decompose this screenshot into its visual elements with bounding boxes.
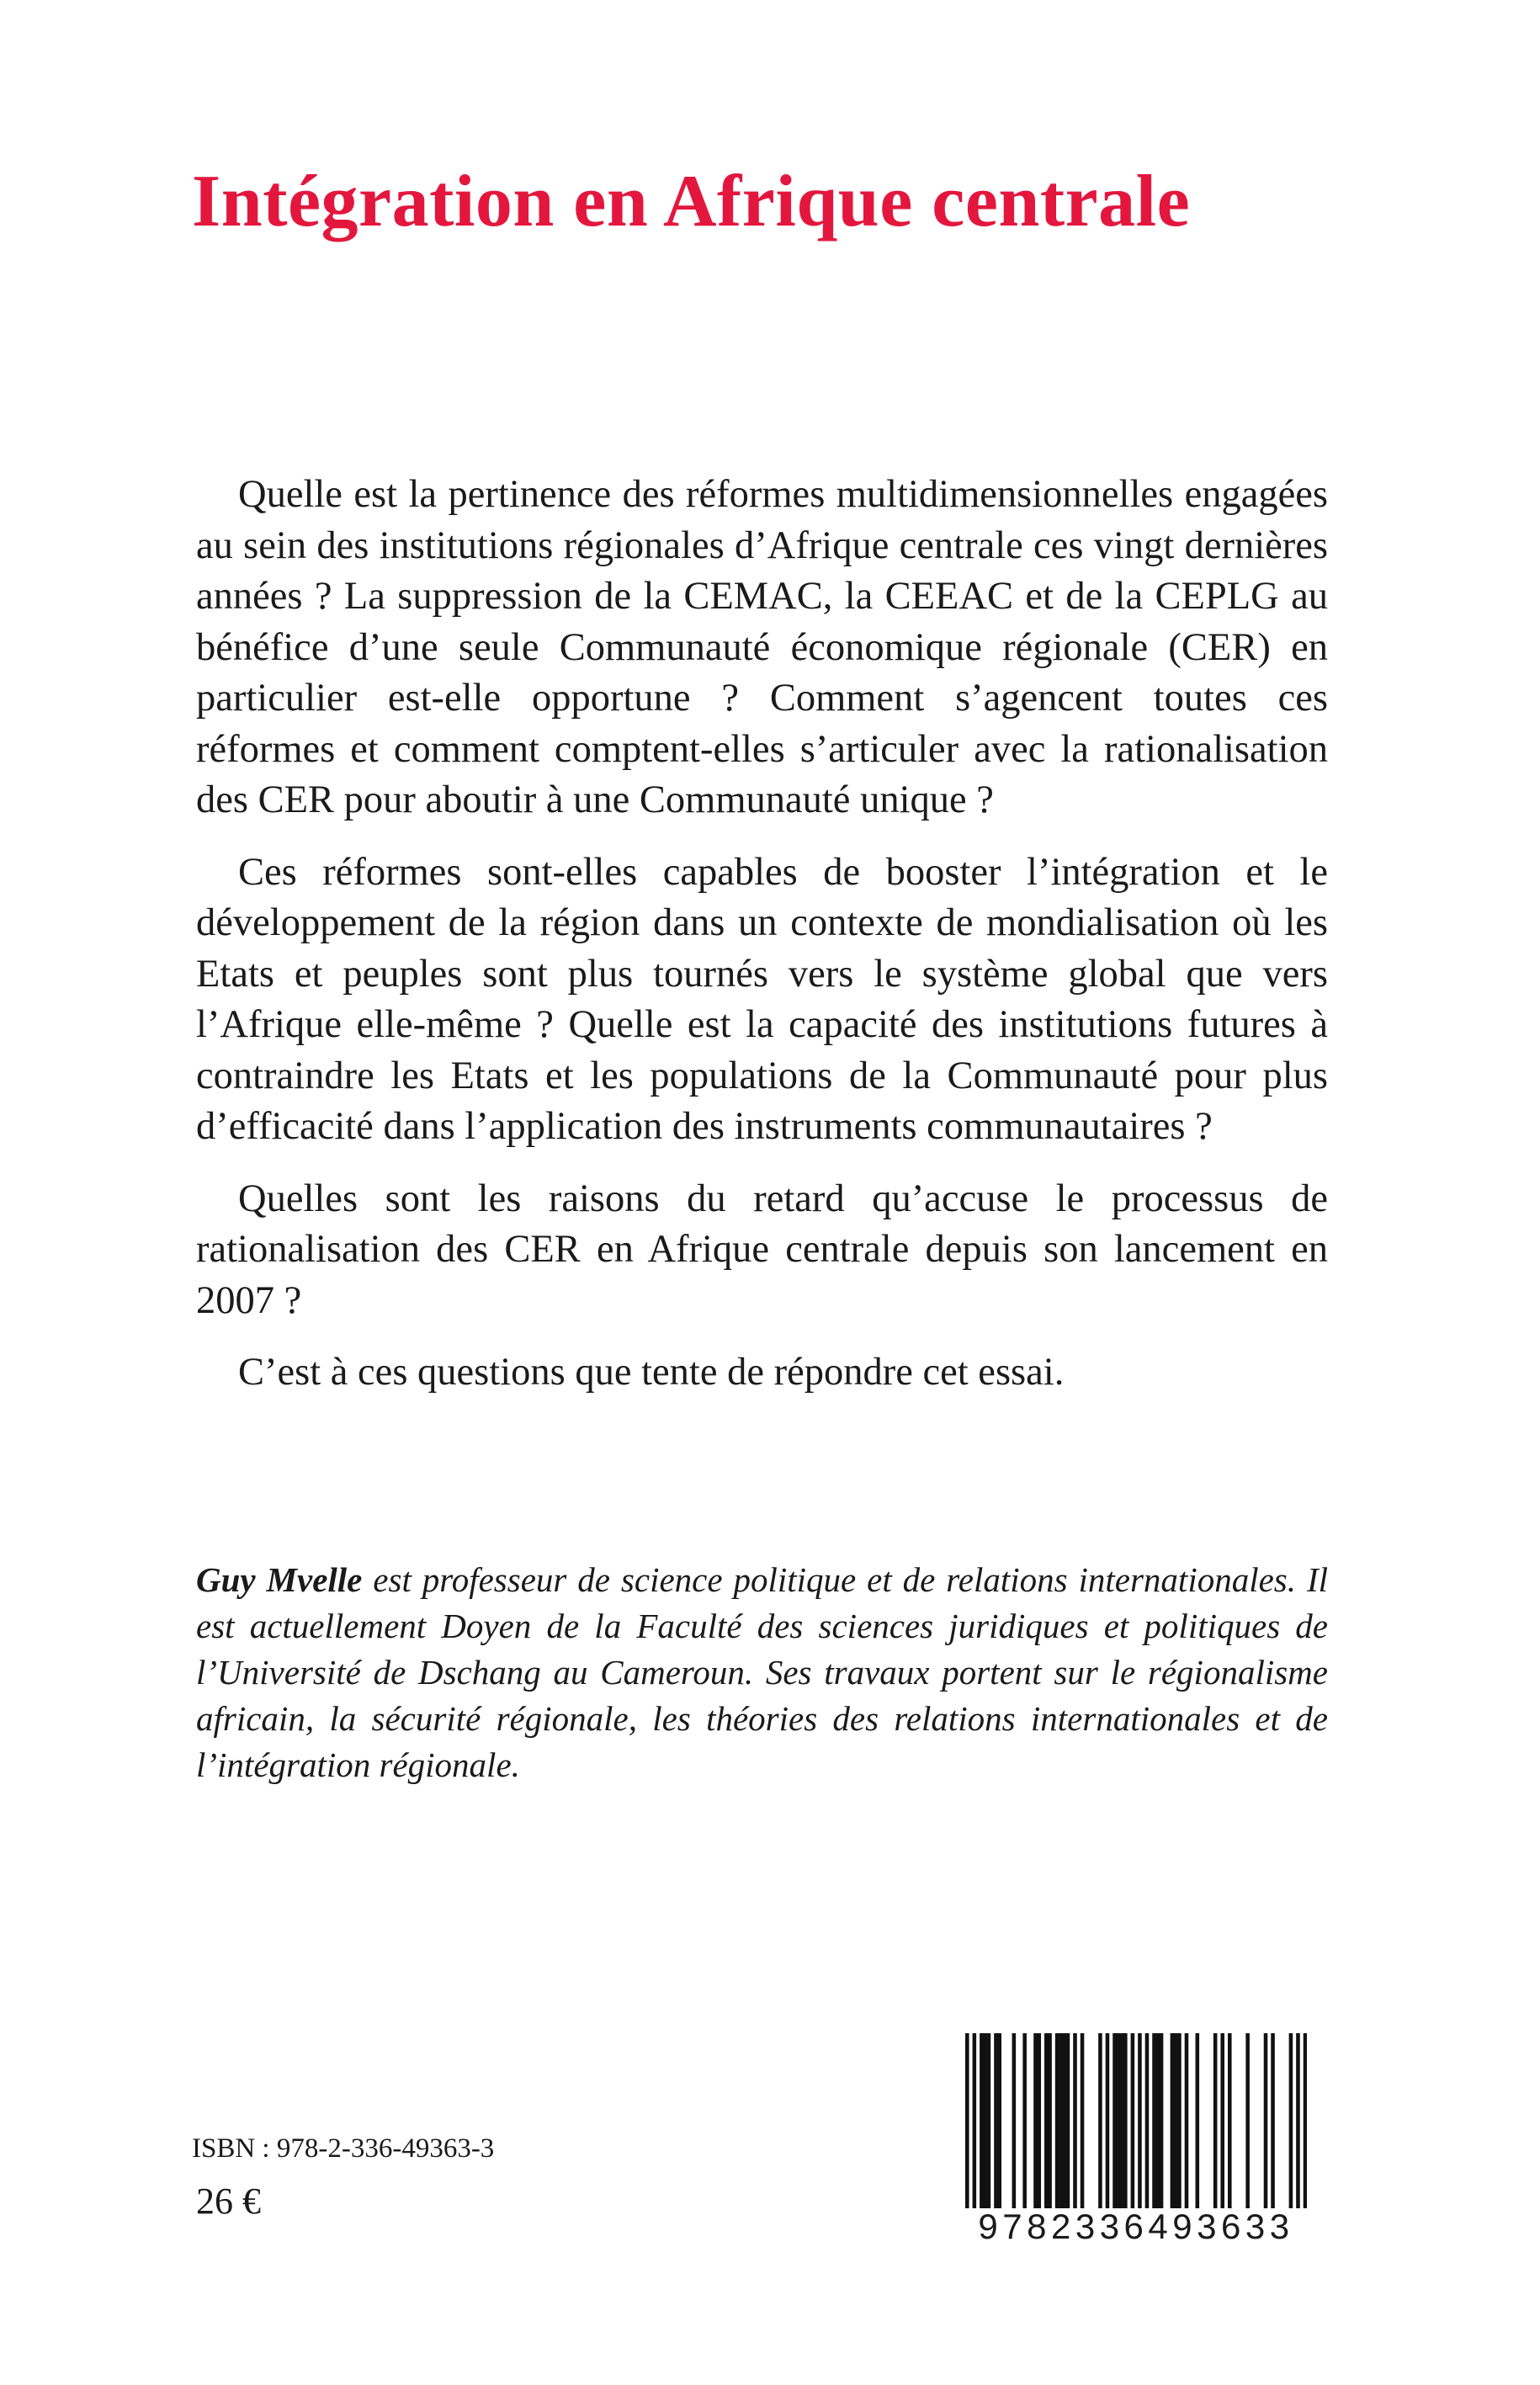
price: 26 € <box>196 2180 261 2222</box>
barcode-bars <box>965 2033 1307 2231</box>
barcode-bar <box>1012 2033 1017 2231</box>
barcode-bar <box>1123 2033 1128 2231</box>
barcode-bar <box>1022 2033 1027 2231</box>
barcode-bar <box>1213 2033 1218 2231</box>
isbn: ISBN : 978-2-336-49363-3 <box>192 2133 495 2164</box>
summary-paragraph-2: Ces réformes sont-elles capables de booster l’intégration et le développement de la région dans un contexte de mondialisation où les Etats et peuples sont plus tournés vers le système global que vers l’Afrique elle-même ? Quelle est la capacité des institutions futures à contraindre les Etats et les populations de la Communauté pour plus d’efficacité dans l’application des instruments communautaires ? <box>196 850 1328 1148</box>
barcode-bar <box>1059 2033 1063 2231</box>
barcode-bar <box>1113 2033 1117 2231</box>
barcode-bar <box>1264 2033 1268 2231</box>
barcode <box>965 2033 1307 2244</box>
summary-paragraph-3: Quelles sont les raisons du retard qu’accuse le processus de rationalisation des CER en Afrique centrale depuis son lancement en 2007 ? <box>196 1177 1328 1322</box>
barcode-bar <box>1220 2033 1224 2231</box>
barcode-bar <box>1174 2033 1178 2231</box>
barcode-bar <box>1062 2033 1066 2231</box>
barcode-bar <box>1138 2033 1142 2231</box>
barcode-bar <box>1098 2033 1102 2231</box>
author-bio-text: est professeur de science politique et de relations internationales. Il est actuellement Doyen de la Faculté des sciences juridiques et politiques de l’Université de Dschang au Cameroun. Ses travaux portent sur le régionalisme africain, la sécurité régionale, les théories des relations internationales et de l’intégration régionale. <box>196 1560 1328 1784</box>
barcode-bar <box>1044 2033 1049 2231</box>
barcode-bar <box>1120 2033 1124 2231</box>
barcode-bar <box>983 2033 987 2231</box>
barcode-bar <box>1116 2033 1120 2231</box>
barcode-bar <box>987 2033 991 2231</box>
book-summary <box>196 470 1328 1420</box>
barcode-bar <box>1081 2033 1085 2231</box>
barcode-bar <box>994 2033 998 2231</box>
barcode-digits: 9782336493633 <box>965 2208 1307 2245</box>
barcode-bar <box>1131 2033 1135 2231</box>
barcode-bar <box>1185 2033 1189 2231</box>
barcode-bar <box>997 2033 1001 2231</box>
barcode-bar <box>1245 2033 1250 2231</box>
barcode-bar <box>1145 2033 1150 2231</box>
barcode-bar <box>1048 2033 1052 2231</box>
author-name: Guy Mvelle <box>196 1560 363 1599</box>
barcode-bar <box>965 2033 969 2231</box>
summary-paragraph-4: C’est à ces questions que tente de répondre cet essai. <box>238 1351 1065 1394</box>
barcode-bar <box>1171 2033 1175 2231</box>
summary-paragraph-1: Quelle est la pertinence des réformes multidimensionnelles engagées au sein des institutions régionales d’Afrique centrale ces vingt dernières années ? La suppression de la CEMAC, la CEEAC et de la CEPLG au bénéfice d’une seule Communauté économique régionale (CER) en particulier est-elle opportune ? Comment s’agencent toutes ces réformes et comment comptent-elles s’articuler avec la rationalisation des CER pour aboutir à une Communauté unique ? <box>196 473 1328 821</box>
barcode-bar <box>973 2033 977 2231</box>
barcode-bar <box>1228 2033 1232 2231</box>
barcode-bar <box>1296 2033 1300 2231</box>
barcode-bar <box>1055 2033 1059 2231</box>
barcode-bar <box>1160 2033 1164 2231</box>
barcode-bar <box>1073 2033 1077 2231</box>
barcode-bar <box>980 2033 984 2231</box>
barcode-bar <box>1152 2033 1156 2231</box>
barcode-bar <box>1177 2033 1182 2231</box>
barcode-bar <box>1066 2033 1070 2231</box>
barcode-bar <box>1271 2033 1275 2231</box>
book-title: Intégration en Afrique centrale <box>192 161 1191 242</box>
barcode-bar <box>1196 2033 1200 2231</box>
barcode-bar <box>1156 2033 1160 2231</box>
barcode-bar <box>1037 2033 1041 2231</box>
author-bio <box>196 1557 1328 1788</box>
barcode-bar <box>1033 2033 1038 2231</box>
barcode-bar <box>1106 2033 1110 2231</box>
barcode-bar <box>1289 2033 1293 2231</box>
barcode-bar <box>1304 2033 1307 2231</box>
